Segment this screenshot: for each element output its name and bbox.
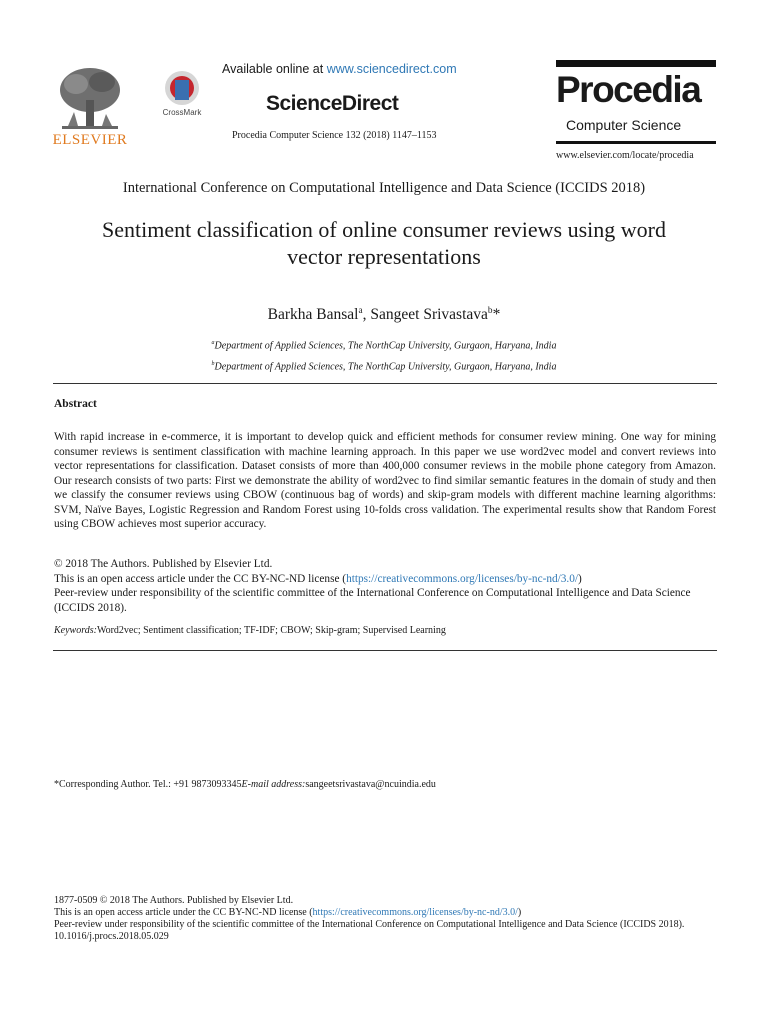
corresponding-mark: *: [492, 306, 501, 324]
author-separator: ,: [362, 306, 371, 324]
author-1: Barkha Bansal: [267, 306, 359, 324]
bottom-divider: [53, 650, 717, 651]
keywords-label: Keywords:: [54, 625, 97, 636]
crossmark-icon: [160, 70, 204, 108]
license-line: [54, 572, 716, 587]
license-prefix: This is an open access article under the CC BY-NC-ND license (: [54, 572, 347, 585]
footer: [54, 895, 716, 943]
elsevier-wordmark: ELSEVIER: [52, 132, 128, 148]
elsevier-url[interactable]: www.elsevier.com/locate/procedia: [556, 150, 694, 161]
abstract-heading: Abstract: [54, 398, 97, 410]
copyright-line: © 2018 The Authors. Published by Elsevier Ltd.: [54, 558, 273, 570]
issn-line: 1877-0509 © 2018 The Authors. Published by Elsevier Ltd.: [54, 895, 294, 906]
corresponding-author: [54, 779, 716, 790]
sciencedirect-link[interactable]: www.sciencedirect.com: [326, 62, 457, 76]
footer-license-suffix: ): [517, 907, 522, 918]
author-2-affiliation: b: [487, 306, 493, 316]
procedia-rule: [556, 141, 716, 144]
affiliation-b: [40, 361, 728, 372]
crossmark-badge[interactable]: [160, 70, 204, 120]
email-label: E-mail address:: [241, 779, 306, 790]
affiliation-b-mark: b: [211, 361, 215, 367]
top-divider: [53, 383, 717, 384]
footer-peer-review: Peer-review under responsibility of the scientific committee of the International Conference on Computational Intelligence and Data Science (ICCIDS 2018).: [54, 919, 685, 930]
license-link[interactable]: https://creativecommons.org/licenses/by-nc-nd/3.0/: [346, 572, 579, 585]
affiliation-a-mark: a: [211, 340, 215, 346]
abstract-text: With rapid increase in e-commerce, it is important to develop quick and efficient methods for consumer review mining. One way for mining consumer reviews is sentiment classification with machine learning approach. In this paper we use word2vec model and convert reviews into vector representations for classification. Dataset consists of more than 400,000 consumer reviews in the mobile phone category from Amazon. Our research consists of two parts: First we demonstrate the ability of word2vec to find similar semantic features in the domain of study and then we classify the consumer reviews using CBOW (continuous bag of words) and skip-gram models with different machine learning algorithms: SVM, Naïve Bayes, Logistic Regression and Random Forest using 10-folds cross validation. The experimental results show that Random Forest using CBOW achieves most superior accuracy.: [54, 431, 716, 530]
conference-name: International Conference on Computational Intelligence and Data Science (ICCIDS 2018): [122, 180, 646, 196]
email-address[interactable]: sangeetsrivastava@ncuindia.edu: [305, 779, 436, 790]
elsevier-logo: [52, 62, 128, 152]
corresponding-prefix: *Corresponding Author. Tel.: +91 9873093345: [54, 779, 242, 790]
footer-license-prefix: This is an open access article under the CC BY-NC-ND license (: [54, 907, 313, 918]
paper-title: [40, 216, 728, 270]
procedia-logo: [556, 60, 716, 147]
journal-reference: Procedia Computer Science 132 (2018) 1147–1153: [232, 130, 437, 141]
procedia-title: Procedia: [556, 69, 701, 110]
sciencedirect-wordmark: ScienceDirect: [266, 92, 399, 115]
crossmark-label: CrossMark: [162, 108, 202, 117]
keywords-text: Word2vec; Sentiment classification; TF-IDF; CBOW; Skip-gram; Supervised Learning: [96, 625, 446, 636]
authors: [40, 306, 728, 324]
doi[interactable]: 10.1016/j.procs.2018.05.029: [54, 931, 169, 942]
procedia-subtitle: Computer Science: [566, 117, 682, 133]
affiliation-a: [40, 340, 728, 351]
footer-license-link[interactable]: https://creativecommons.org/licenses/by-nc-nd/3.0/: [312, 907, 518, 918]
affiliation-b-text: Department of Applied Sciences, The NorthCap University, Gurgaon, Haryana, India: [214, 361, 557, 373]
affiliation-a-text: Department of Applied Sciences, The NorthCap University, Gurgaon, Haryana, India: [214, 340, 557, 352]
available-online: [222, 62, 502, 76]
copyright-block: [54, 557, 716, 615]
title-line-2: vector representations: [287, 244, 481, 269]
author-1-affiliation: a: [358, 306, 363, 316]
title-line-1: Sentiment classification of online consumer reviews using word: [102, 217, 666, 242]
peer-review-line: Peer-review under responsibility of the scientific committee of the International Conference on Computational Intelligence and Data Science (ICCIDS 2018).: [54, 587, 691, 614]
footer-license-line: [54, 907, 716, 919]
available-prefix: Available online at: [222, 62, 327, 76]
author-2: Sangeet Srivastava: [370, 306, 488, 324]
keywords: [54, 625, 716, 636]
license-suffix: ): [578, 572, 582, 585]
